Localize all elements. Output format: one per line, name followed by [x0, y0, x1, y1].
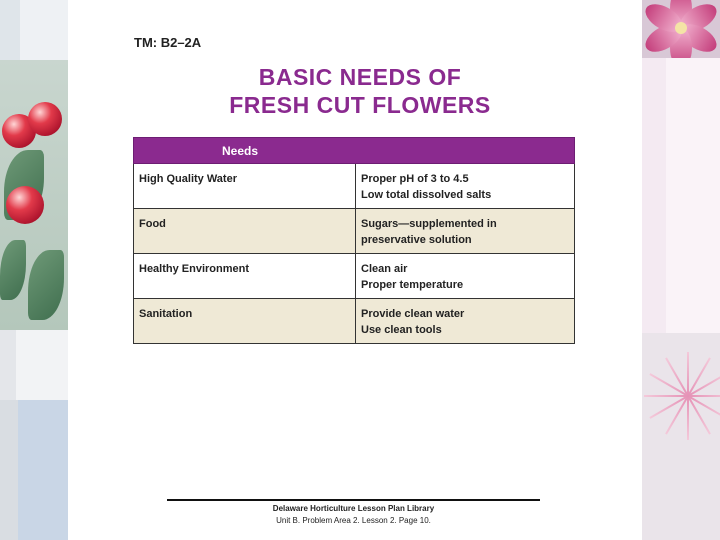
- detail-line: Proper pH of 3 to 4.5: [361, 173, 469, 185]
- table-header: Needs: [134, 138, 575, 164]
- table-row: [134, 209, 575, 254]
- table-row: [134, 299, 575, 344]
- slide-code: TM: B2–2A: [134, 35, 202, 50]
- detail-line: Use clean tools: [361, 324, 442, 336]
- detail-line: preservative solution: [361, 234, 472, 246]
- detail-line: Provide clean water: [361, 308, 465, 320]
- detail-line: Clean air: [361, 263, 408, 275]
- detail-cell: [356, 254, 575, 299]
- left-decor-panel: [0, 0, 68, 540]
- need-cell: Sanitation: [134, 299, 356, 344]
- footer-divider: [167, 499, 540, 501]
- footer-library: Delaware Horticulture Lesson Plan Library: [272, 504, 435, 513]
- need-cell: Food: [134, 209, 356, 254]
- need-cell: High Quality Water: [134, 164, 356, 209]
- berry-icon: [28, 102, 62, 136]
- table-row: [134, 254, 575, 299]
- detail-line: Low total dissolved salts: [361, 189, 492, 201]
- detail-line: Sugars—supplemented in: [361, 218, 497, 230]
- table-row: [134, 164, 575, 209]
- need-cell: Healthy Environment: [134, 254, 356, 299]
- detail-cell: [356, 299, 575, 344]
- title-line-2: FRESH CUT FLOWERS: [229, 92, 491, 118]
- slide-title: [140, 63, 580, 119]
- needs-table: [133, 137, 575, 344]
- detail-cell: [356, 164, 575, 209]
- detail-cell: [356, 209, 575, 254]
- detail-line: Proper temperature: [361, 279, 464, 291]
- right-decor-panel: [642, 0, 720, 540]
- berry-icon: [6, 186, 44, 224]
- title-line-1: BASIC NEEDS OF: [258, 64, 462, 90]
- footer-reference: Unit B. Problem Area 2. Lesson 2. Page 10.: [276, 516, 431, 525]
